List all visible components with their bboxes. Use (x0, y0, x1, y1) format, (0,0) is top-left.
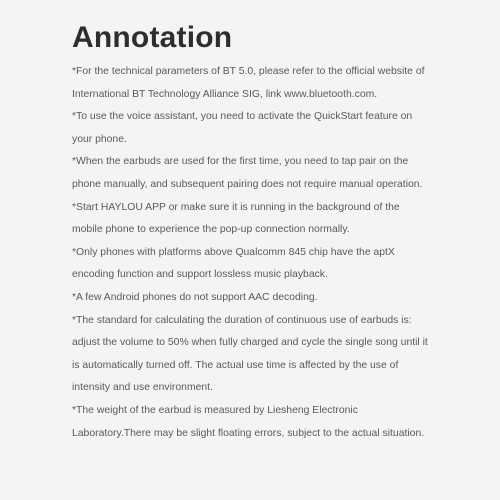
note-aptx: *Only phones with platforms above Qualcomm 845 chip have the aptX encoding function and support lossless music playback. (72, 246, 395, 281)
note-aac: *A few Android phones do not support AAC decoding. (72, 291, 318, 303)
note-earbud-weight: *The weight of the earbud is measured by Liesheng Electronic Laboratory.There may be slight floating errors, subject to the actual situation. (72, 404, 425, 439)
annotation-notes (72, 61, 432, 445)
note-first-pairing: *When the earbuds are used for the first time, you need to tap pair on the phone manually, and subsequent pairing does not require manual operation. (72, 156, 423, 190)
note-use-duration: *The standard for calculating the duration of continuous use of earbuds is: adjust the volume to 50% when fully charged and cycle the single song until it is automatically turned off. The actual use time is affected by the use of intensity and use environment. (72, 314, 428, 394)
note-bt-parameters: *For the technical parameters of BT 5.0, please refer to the official website of International BT Technology Alliance SIG, link www.bluetooth.com. (72, 66, 425, 100)
page-title: Annotation (72, 21, 233, 54)
note-haylou-app: *Start HAYLOU APP or make sure it is running in the background of the mobile phone to experience the pop-up connection normally. (72, 201, 400, 236)
note-voice-assistant: *To use the voice assistant, you need to activate the QuickStart feature on your phone. (72, 111, 413, 145)
